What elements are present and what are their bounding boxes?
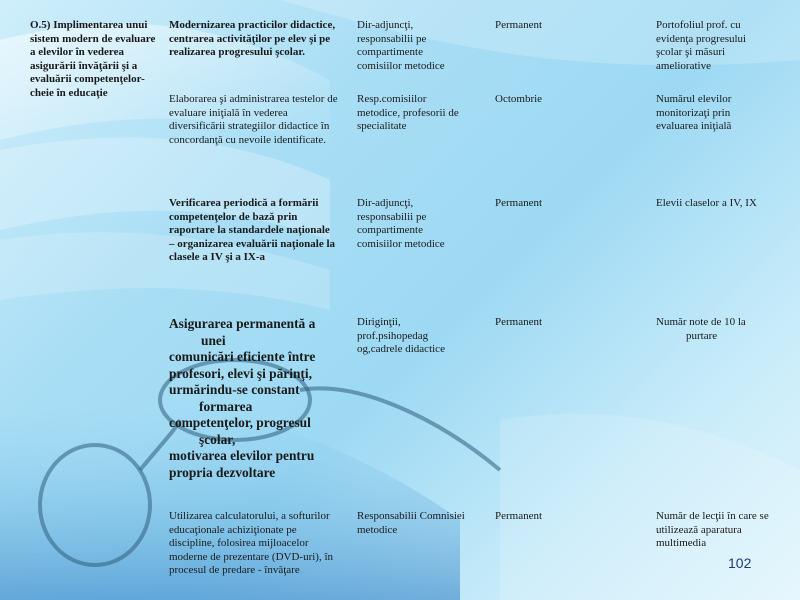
action-cell: Utilizarea calculatorului, a softurilor educaţionale achiziţionate pe discipline, folosirea mijloacelor moderne de prezentare (DVD-uri), în procesul de predare - învăţare [169, 510, 334, 577]
term-cell: Permanent [495, 316, 543, 328]
term-cell: Permanent [495, 197, 543, 209]
term-cell: Permanent [495, 510, 543, 522]
responsible-cell: Dir-adjuncţi, responsabilii pe compartimente comisiilor metodice [357, 19, 445, 72]
responsible-cell: Diriginţii, prof.psihopedag og,cadrele didactice [357, 316, 445, 356]
term-cell: Octombrie [495, 93, 543, 105]
responsible-cell: Dir-adjuncţi, responsabilii pe compartimente comisiilor metodice [357, 197, 445, 250]
action-line: şcolar, [199, 431, 236, 447]
action-line: propria dezvoltare [169, 464, 276, 480]
indicator-cell [656, 316, 774, 343]
slide-number: 102 [728, 555, 752, 571]
indicator-cell: Număr de lecţii în care se utilizează aparatura multimedia [656, 510, 769, 550]
action-line: formarea [199, 398, 253, 414]
action-cell [169, 316, 345, 481]
responsible-cell: Responsabilii Comnisiei metodice [357, 510, 465, 536]
term-cell: Permanent [495, 19, 543, 31]
action-line: competenţelor, progresul [169, 415, 311, 430]
action-line: unei [201, 332, 226, 348]
action-line: profesori, elevi şi părinţi, [169, 365, 312, 381]
responsible-cell: Resp.comisiilor metodice, profesorii de specialitate [357, 93, 459, 133]
action-line: Asigurarea permanentă a [169, 316, 316, 331]
action-line: motivarea elevilor pentru [169, 448, 315, 463]
action-cell: Modernizarea practicilor didactice, centrarea activităţilor pe elev şi pe realizarea progresului şcolar. [169, 19, 336, 59]
indicator-cell: Portofoliul prof. cu evidenţa progresului şcolar şi măsuri ameliorative [656, 19, 747, 72]
indicator-line: Număr note de 10 la [656, 316, 746, 328]
action-line: comunicări eficiente între [169, 349, 316, 364]
objective-cell: O.5) Implimentarea unui sistem modern de evaluare a elevilor în vederea asigurării învăţării şi a evaluării competenţelor- cheie în educaţie [30, 19, 156, 99]
indicator-cell: Numărul elevilor monitorizaţi prin evaluarea iniţială [656, 93, 732, 133]
action-cell: Elaborarea şi administrarea testelor de evaluare iniţială în vederea diversificării strategiilor didactice în concordanţă cu nevoile identificate. [169, 93, 338, 146]
indicator-line: purtare [686, 329, 718, 342]
action-cell: Verificarea periodică a formării competenţelor de bază prin raportare la standardele naţionale – organizarea evaluării naţionale la clasele a IV şi a IX-a [169, 197, 336, 264]
indicator-cell: Elevii claselor a IV, IX [656, 197, 757, 209]
action-line: urmărindu-se constant [169, 382, 300, 397]
